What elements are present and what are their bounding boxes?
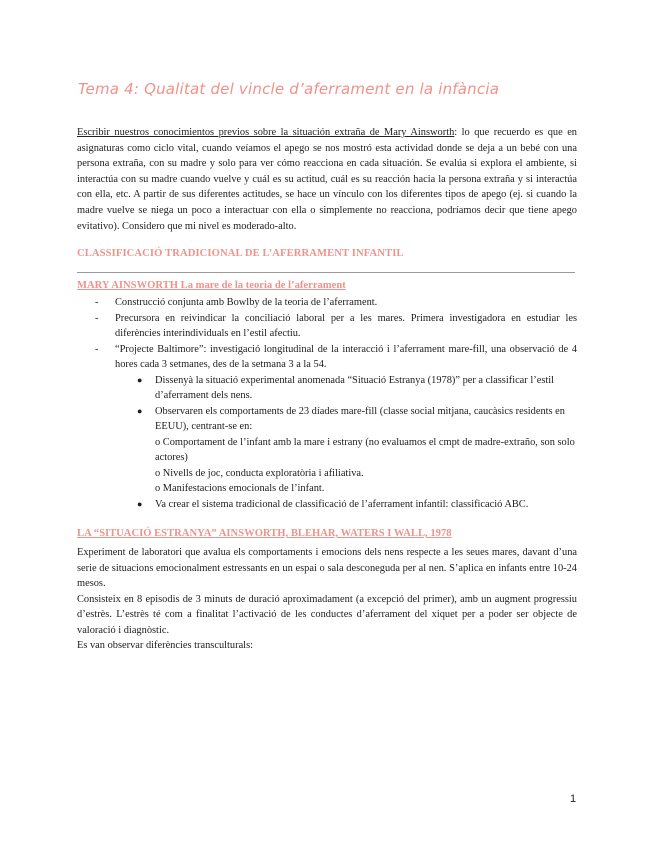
page-title: Tema 4: Qualitat del vincle d’aferrament en la infància — [78, 80, 500, 98]
body-paragraph: Es van observar diferències transculturals: — [77, 640, 253, 651]
dash-bullet: - — [95, 297, 99, 308]
ainsworth-list — [77, 295, 577, 512]
section-heading-classification: CLASSIFICACIÓ TRADICIONAL DE L’AFERRAMENT INFANTIL — [77, 248, 404, 259]
list-item-text: Construcció conjunta amb Bowlby de la teoria de l’aferrament. — [115, 297, 378, 308]
list-item — [77, 295, 577, 311]
strange-situation-body — [77, 545, 577, 654]
sub-list-item-text: Va crear el sistema tradicional de classificació de l’aferrament infantil: classificació ABC. — [155, 498, 529, 510]
list-item-text: Precursora en reivindicar la conciliació laboral per a les mares. Primera investigadora en estudiar les diferències interindividuals en l’estil afectiu. — [115, 312, 577, 339]
sub-list-item — [77, 497, 577, 513]
intro-lead: Escribir nuestros conocimientos previos sobre la situación extraña de Mary Ainsworth — [77, 127, 455, 138]
sub-point: o Manifestacions emocionals de l’infant. — [155, 483, 325, 494]
bullet-icon: ● — [137, 405, 143, 416]
intro-text: : lo que recuerdo es que en asignaturas como ciclo vital, cuando veíamos el apego se nos mostró esta actividad donde se deja a un bebé con una persona extraña, con su madre y solo para ver cómo reacciona en cada situación. Se evalúa si explora el ambiente, si interactúa con su madre cuando vuelve y cuál es su actitud, cuál es su reacción hacia la persona extraña y si interactúa con ella, etc. A partir de sus diferentes actitudes, se hace un vínculo con los diferentes tipos de apego (ej. si cuando la madre vuelve se niega un poco a interactuar con ella o simplemente no reacciona, podríamos decir que tiene apego evitativo). Considero que mi nivel es moderado-alto. — [77, 127, 577, 232]
section-heading-mary-ainsworth: MARY AINSWORTH La mare de la teoria de l’aferrament — [77, 280, 346, 291]
sub-point: o Comportament de l’infant amb la mare i estrany (no evaluamos el cmpt de madre-extraño, son solo actores) — [155, 436, 575, 463]
intro-paragraph — [77, 125, 577, 234]
page-number: 1 — [570, 793, 577, 805]
bullet-icon: ● — [137, 498, 143, 509]
section-heading-strange-situation: LA “SITUACIÓ ESTRANYA” AINSWORTH, BLEHAR, WATERS I WALL, 1978 — [77, 528, 452, 539]
dash-bullet: - — [95, 343, 99, 355]
sub-list-item — [77, 373, 577, 404]
dash-bullet: - — [95, 312, 99, 324]
list-item — [77, 342, 577, 373]
sub-list-item-text: Dissenyà la situació experimental anomenada “Situació Estranya (1978)” per a classificar l’estil d’aferrament dels nens. — [155, 374, 555, 401]
list-item-text: “Projecte Baltimore”: investigació longitudinal de la interacció i l’aferrament mare-fill, una observació de 4 hores cada 3 setmanes, des de la setmana 3 a la 54. — [115, 343, 577, 370]
body-paragraph: Experiment de laboratori que avalua els comportaments i emocions dels nens respecte a les seues mares, davant d’una serie de situacions emocionalment estressants en un espai o sala desconeguda per al nen. S’aplica en infants entre 10-24 mesos. — [77, 547, 577, 589]
sub-list-item-text: Observaren els comportaments de 23 díades mare-fill (classe social mitjana, caucàsics residents en EEUU), centrant-se en: — [155, 405, 565, 432]
body-paragraph: Consisteix en 8 episodis de 3 minuts de duració aproximadament (a excepció del primer), amb un augment progressiu d’estrès. L’estrès té com a finalitat l’activació de les conductes d’aferrament del xiquet per a poder ser objecte de valoració i diagnòstic. — [77, 593, 577, 636]
sub-point: o Nivells de joc, conducta exploratòria i afiliativa. — [155, 467, 364, 479]
sub-list-item — [77, 404, 577, 497]
bullet-icon: ● — [137, 374, 143, 385]
list-item — [77, 311, 577, 342]
horizontal-divider — [77, 272, 575, 273]
